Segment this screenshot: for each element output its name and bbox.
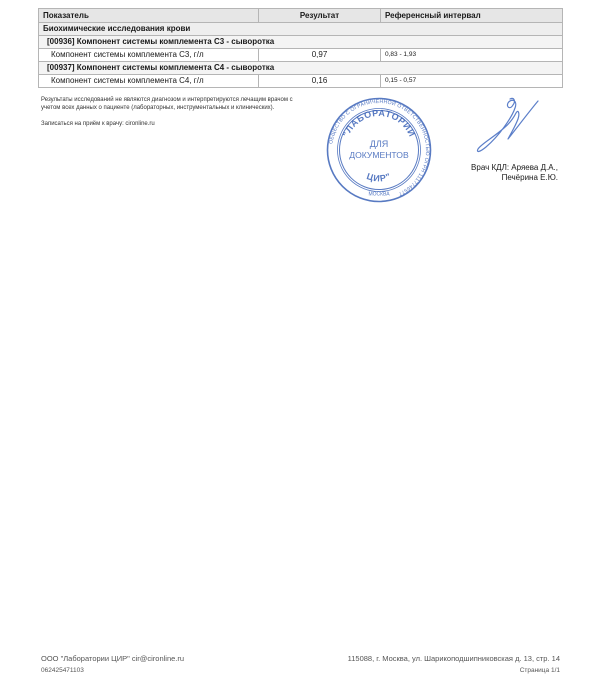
- stamp-center-line2: ДОКУМЕНТОВ: [349, 150, 409, 160]
- group-row: [39, 62, 563, 75]
- section-row: [39, 23, 563, 36]
- doctor-line1: Врач КДЛ: Аряева Д.А.,: [471, 163, 558, 172]
- header-reference: Референсный интервал: [381, 9, 563, 23]
- doctor-signature-block: [418, 163, 558, 183]
- test-name: Компонент системы комплемента С4, г/л: [39, 75, 259, 88]
- test-reference: 0,15 - 0,57: [381, 75, 563, 88]
- section-title: Биохимические исследования крови: [39, 23, 563, 36]
- stamp-city: МОСКВА: [368, 191, 390, 198]
- svg-text:ЦИР": [365, 171, 392, 183]
- group-title: [00937] Компонент системы комплемента С4 - сыворотка: [39, 62, 563, 75]
- test-value: 0,97: [259, 49, 381, 62]
- doctor-line2: Печёрина Е.Ю.: [501, 173, 558, 182]
- footer-address: 115088, г. Москва, ул. Шарикоподшипниковская д. 13, стр. 14: [347, 654, 560, 663]
- results-table: [38, 8, 563, 88]
- header-parameter: Показатель: [39, 9, 259, 23]
- appointment-note: Записаться на приём к врачу: cironline.ru: [41, 121, 155, 127]
- disclaimer-note: Результаты исследований не являются диагнозом и интерпретируются лечащим врачом с учетом всех данных о пациенте (лабораторных, инструментальных и клинических).: [41, 97, 293, 111]
- footer-company: ООО "Лаборатории ЦИР" cir@cironline.ru: [41, 654, 185, 663]
- table-row: [39, 49, 563, 62]
- footer-page-number: Страница 1/1: [519, 667, 560, 674]
- group-title: [00936] Компонент системы комплемента С3 - сыворотка: [39, 36, 563, 49]
- signature: [470, 95, 542, 157]
- seal-stamp: [326, 97, 432, 203]
- test-reference: 0,83 - 1,93: [381, 49, 563, 62]
- table-header-row: [39, 9, 563, 23]
- table-row: [39, 75, 563, 88]
- stamp-arc-bottom: ЦИР": [365, 171, 393, 184]
- test-name: Компонент системы комплемента С3, г/л: [39, 49, 259, 62]
- stamp-outer-text: ОБЩЕСТВО С ОГРАНИЧЕННОЙ ОТВЕТСТВЕННОСТЬЮ ОГРН 1117746577: [328, 98, 431, 197]
- stamp-center-line1: ДЛЯ: [369, 139, 389, 149]
- footer-code: 062425471103: [41, 667, 84, 674]
- stamp-arc-top: "ЛАБОРАТОРИИ: [340, 107, 418, 139]
- group-row: [39, 36, 563, 49]
- header-result: Результат: [259, 9, 381, 23]
- test-value: 0,16: [259, 75, 381, 88]
